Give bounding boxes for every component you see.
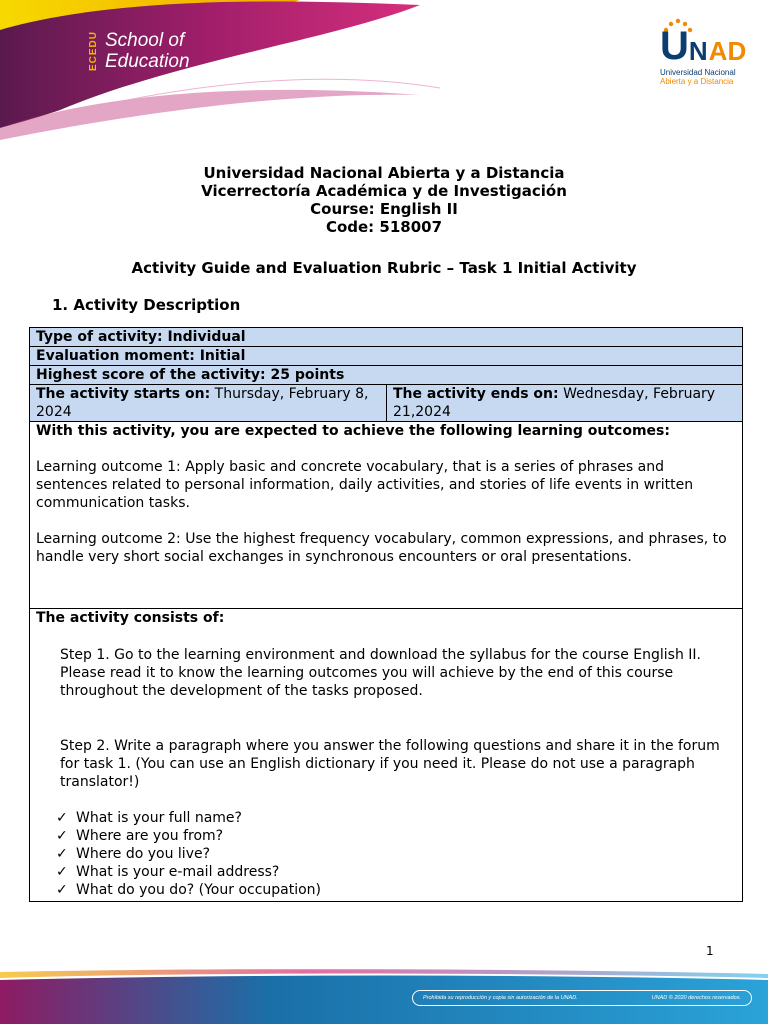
school-of-education-logo [88,30,190,72]
list-item: ✓ What is your e-mail address? [56,864,280,880]
learning-outcome-2: Learning outcome 2: Use the highest frequency vocabulary, common expressions, and phrases, to handle very short social exchanges in synchronous encounters or oral presentations. [36,531,727,565]
consists-heading: The activity consists of: [36,610,225,626]
footer-notice-right: UNAD © 2020 derechos reservados. [651,995,741,1001]
learning-outcomes-cell [30,422,743,609]
step-2: Step 2. Write a paragraph where you answer the following questions and share it in the forum for task 1. (You can use an English dictionary if you need it. Please do not use a paragraph translator!) [60,738,720,790]
outcomes-heading: With this activity, you are expected to achieve the following learning outcomes: [36,423,670,439]
check-icon: ✓ [56,828,68,844]
school-line1: School of [105,30,185,51]
step-1: Step 1. Go to the learning environment and download the syllabus for the course English II. Please read it to know the learning outcomes you will achieve by the end of this course throughout the development of the tasks proposed. [60,647,701,699]
unad-n: N [688,36,708,66]
unad-sub1: Universidad Nacional [660,68,736,77]
start-date-cell [30,385,387,422]
list-item: ✓ Where are you from? [56,828,224,844]
vice-rectory: Vicerrectoría Académica y de Investigación [201,182,567,200]
course-name: Course: English II [310,200,458,218]
learning-outcome-1: Learning outcome 1: Apply basic and concrete vocabulary, that is a series of phrases and sentences related to personal information, daily activities, and stories of life events in written communication tasks. [36,459,694,511]
unad-logo [660,22,750,86]
list-item: ✓ What is your full name? [56,810,242,826]
document-title-block [0,164,768,236]
school-line2: Education [105,51,190,72]
unad-u: U [660,24,689,68]
end-date-cell [387,385,743,422]
unad-ad: AD [708,36,747,66]
ends-value: Wednesday, February 21,2024 [393,386,716,420]
check-icon: ✓ [56,810,68,826]
activity-consists-cell [30,609,743,902]
header-banner [0,0,768,140]
unad-wordmark [660,22,750,66]
list-item: ✓ What do you do? (Your occupation) [56,882,322,898]
ecedu-label: ECEDU [88,30,99,71]
university-name: Universidad Nacional Abierta y a Distancia [203,164,565,182]
ends-label: The activity ends on: [393,386,559,402]
guide-title: Activity Guide and Evaluation Rubric – Task 1 Initial Activity [131,259,637,277]
type-of-activity: Type of activity: Individual [30,328,743,347]
page-number: 1 [706,944,714,958]
starts-label: The activity starts on: [36,386,211,402]
unad-sub2: Abierta y a Distancia [660,77,734,86]
starts-value: Thursday, February 8, 2024 [36,386,369,420]
check-icon: ✓ [56,882,68,898]
footer-copyright-bar [412,990,752,1006]
footer-notice-left: Prohibida su reproducción y copia sin autorización de la UNAD. [423,995,578,1001]
highest-score: Highest score of the activity: 25 points [30,366,743,385]
check-icon: ✓ [56,846,68,862]
section-heading: 1. Activity Description [52,296,241,314]
check-icon: ✓ [56,864,68,880]
questions-list [30,809,742,899]
evaluation-moment: Evaluation moment: Initial [30,347,743,366]
activity-description-table [29,327,743,902]
course-code: Code: 518007 [325,218,443,236]
list-item: ✓ Where do you live? [56,846,211,862]
